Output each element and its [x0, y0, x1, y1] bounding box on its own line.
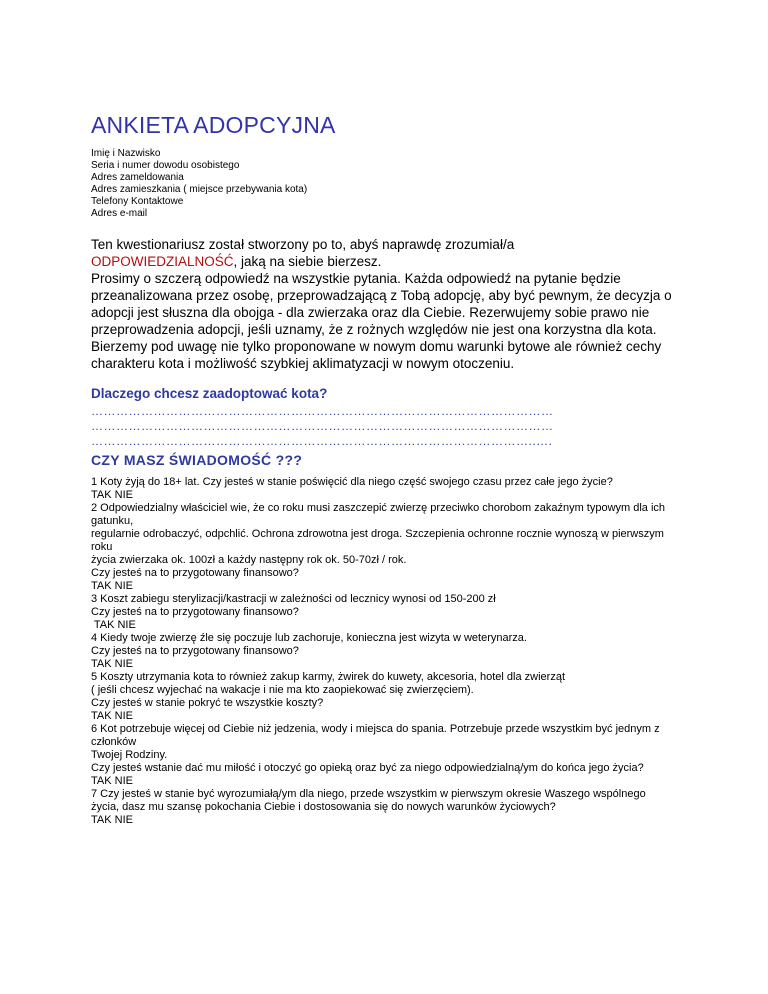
- question-line: 5 Koszty utrzymania kota to również zakup karmy, żwirek do kuwety, akcesoria, hotel dla zwierząt: [91, 671, 566, 683]
- answer-options: TAK NIE: [91, 814, 133, 826]
- question-line: 1 Koty żyją do 18+ lat. Czy jesteś w stanie poświęcić dla niego część swojego czasu przez całe jego życie?: [91, 476, 613, 488]
- field-label-registered-address: Adres zameldowania: [91, 172, 184, 183]
- answer-options: TAK NIE: [91, 580, 133, 592]
- intro-line-rest: , jaką na siebie bierzesz.: [233, 254, 382, 269]
- answer-options: TAK NIE: [91, 658, 133, 670]
- answer-options: TAK NIE: [91, 775, 133, 787]
- question-line: Czy jesteś wstanie dać mu miłość i otoczyć go opieką oraz być za niego odpowiedzialną/ym do końca jego życia?: [91, 762, 644, 774]
- field-label-name: Imię i Nazwisko: [91, 148, 161, 159]
- personal-data-fields: [91, 148, 307, 220]
- responsibility-highlight: ODPOWIEDZIALNOŚĆ: [91, 254, 234, 269]
- field-label-residence-address: Adres zamieszkania ( miejsce przebywania kota): [91, 184, 308, 195]
- question-line: 2 Odpowiedzialny właściciel wie, że co roku musi zaszczepić zwierzę przeciwko chorobom zakaźnym typowym dla ich gatunku,: [91, 502, 666, 527]
- question-line: Czy jesteś na to przygotowany finansowo?: [91, 567, 299, 579]
- question-line: 7 Czy jesteś w stanie być wyrozumiałą/ym dla niego, przede wszystkim w pierwszym okresie Waszego wspólnego: [91, 788, 646, 800]
- why-adopt-question: Dlaczego chcesz zaadoptować kota?: [91, 386, 328, 401]
- field-label-id-number: Seria i numer dowodu osobistego: [91, 160, 240, 171]
- answer-line-1: …………………………………………………………………………………………………: [91, 404, 554, 418]
- question-line: życia zwierzaka ok. 100zł a każdy następny rok ok. 50-70zł / rok.: [91, 554, 407, 566]
- answer-options: TAK NIE: [91, 710, 133, 722]
- question-line: Czy jesteś na to przygotowany finansowo?: [91, 645, 299, 657]
- field-label-phones: Telefony Kontaktowe: [91, 196, 184, 207]
- page-title: ANKIETA ADOPCYJNA: [91, 112, 336, 138]
- question-line: Czy jesteś w stanie pokryć te wszystkie koszty?: [91, 697, 324, 709]
- answer-line-2: …………………………………………………………………………………………………: [91, 419, 554, 433]
- intro-responsibility-line: [91, 253, 681, 270]
- question-line: 6 Kot potrzebuje więcej od Ciebie niż jedzenia, wody i miejsca do spania. Potrzebuje przede wszystkim być jednym z członków: [91, 723, 660, 748]
- question-line: Czy jesteś na to przygotowany finansowo?: [91, 606, 299, 618]
- question-line: 3 Koszt zabiegu sterylizacji/kastracji w zależności od lecznicy wynosi od 150-200 zł: [91, 593, 496, 605]
- intro-line: Ten kwestionariusz został stworzony po to, abyś naprawdę zrozumiał/a: [91, 237, 515, 252]
- answer-options: TAK NIE: [91, 489, 133, 501]
- intro-body: Prosimy o szczerą odpowiedź na wszystkie pytania. Każda odpowiedź na pytanie będzie przeanalizowana przez osobę, przeprowadzającą z Tobą adopcję, aby być pewnym, że decyzja o adopcji jest słuszna dla obojga - dla zwierzaka oraz dla Ciebie. Rezerwujemy sobie prawo nie przeprowadzenia adopcji, jeśli uznamy, że z rożnych względów nie jest ona korzystna dla kota. Bierzemy pod uwagę nie tylko proponowane w nowym domu warunki bytowe ale również cechy charakteru kota i możliwość szybkiej aklimatyzacji w nowym otoczeniu.: [91, 271, 672, 371]
- question-line: 4 Kiedy twoje zwierzę źle się poczuje lub zachoruje, konieczna jest wizyta w weterynarza.: [91, 632, 527, 644]
- question-line: życia, dasz mu szansę pokochania Ciebie i dostosowania się do nowych warunków życiowych?: [91, 801, 556, 813]
- questions-list: [91, 476, 681, 827]
- answer-line-3: ……………………………………………………………………………………………..….: [91, 434, 553, 448]
- section-heading: CZY MASZ ŚWIADOMOŚĆ ???: [91, 452, 303, 468]
- question-line: regularnie odrobaczyć, odpchlić. Ochrona zdrowotna jest droga. Szczepienia ochronne rocznie wynoszą w pierwszym roku: [91, 528, 664, 553]
- answer-options: TAK NIE: [91, 619, 136, 631]
- intro-paragraph: [91, 236, 681, 372]
- question-line: ( jeśli chcesz wyjechać na wakacje i nie ma kto zaopiekować się zwierzęciem).: [91, 684, 474, 696]
- question-line: Twojej Rodziny.: [91, 749, 168, 761]
- field-label-email: Adres e-mail: [91, 208, 148, 219]
